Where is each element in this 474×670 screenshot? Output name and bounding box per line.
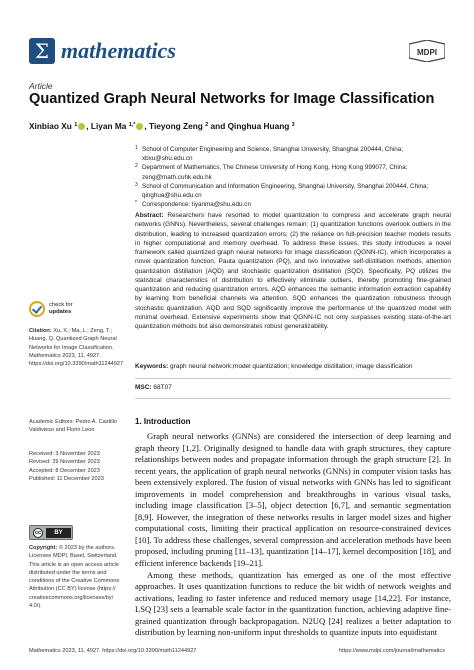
footer-journal-url[interactable]: https://www.mdpi.com/journal/mathematics	[338, 648, 445, 654]
author-name[interactable]: Tieyong Zeng	[149, 121, 206, 131]
affiliation-text: School of Communication and Information Engineering, Shanghai University, Shanghai 200444, China; qinghua@shu.edu.cn	[142, 182, 429, 200]
affiliation-mark: 1,*	[128, 122, 136, 128]
divider	[135, 378, 451, 379]
affiliation-mark: 3	[135, 181, 138, 188]
author-name[interactable]: Liyan Ma	[90, 121, 129, 131]
orcid-icon[interactable]	[78, 123, 85, 130]
citation-block	[29, 327, 127, 368]
footer-citation[interactable]: Mathematics 2023, 11, 4927. https://doi.org/10.3390/math11244927	[29, 648, 197, 654]
article-type: Article	[29, 81, 53, 91]
affiliation-mark: 2	[135, 163, 138, 170]
divider	[135, 398, 451, 399]
copyright-label: Copyright:	[29, 545, 58, 551]
msc-label: MSC:	[135, 384, 152, 391]
abstract-label: Abstract:	[135, 212, 164, 219]
by-icon: BY	[46, 528, 71, 538]
author-name[interactable]: Xinbiao Xu	[29, 121, 75, 131]
affiliation-mark: 1	[74, 122, 78, 128]
msc-value: 68T07	[153, 384, 172, 391]
copyright-block	[29, 544, 127, 610]
check-updates-icon	[29, 301, 45, 317]
affiliations	[135, 145, 455, 209]
date-revised: Revised: 29 November 2023	[29, 459, 100, 466]
journal-logo-icon: Σ	[29, 38, 55, 64]
check-for-updates-button[interactable]	[29, 301, 109, 321]
intro-paragraph-1: Graph neural networks (GNNs) are considered the intersection of deep learning and graph theory [1,2]. Originally designed to handle data with graph structures, they capture relationships between nodes and propagate information through the graph structure [2]. In recent years, the application of graph neural networks (GNNs) in computer vision tasks has been extensively explored. The fusion of visual networks with GNNs has led to significant improvements in model comprehension and breakthroughs in various visual tasks, including image classification [3–5], object detection [6,7], and semantic segmentation [8,9]. However, the integration of these networks results in larger model sizes and higher computational costs, limiting their practical application on resource-constrained devices [10]. To address these challenges, several compression and acceleration methods have been proposed, including pruning [11–13], quantization [14–17], kernel decomposition [18], and efficient inference backends [19–21].	[135, 431, 451, 569]
affiliation-mark: *	[135, 200, 137, 207]
affiliation-mark: 3	[291, 122, 295, 128]
check-updates-line2: updates	[49, 309, 72, 315]
dates-block	[29, 450, 127, 483]
affiliation-item	[135, 182, 455, 200]
svg-text:MDPI: MDPI	[417, 48, 437, 57]
keywords-label: Keywords:	[135, 363, 169, 370]
affiliation-text: School of Computer Engineering and Science, Shanghai University, Shanghai 200444, China; xbxu@shu.edu.cn	[142, 146, 404, 163]
affiliation-item	[135, 200, 455, 209]
journal-name[interactable]: mathematics	[61, 38, 176, 63]
affiliation-mark: 1	[135, 145, 138, 151]
orcid-icon[interactable]	[136, 123, 143, 130]
check-updates-line1: check for	[49, 302, 73, 308]
affiliation-item	[135, 163, 455, 181]
affiliation-text: Correspondence: liyanma@shu.edu.cn	[142, 201, 251, 209]
msc-code	[135, 384, 451, 391]
intro-paragraph-2: Among these methods, quantization has emerged as one of the most effective approaches. It uses quantization functions to reduce the bit width of network weights and activations, leading to faster inference and reduced memory usage [14,22]. For instance, LSQ [23] sets a learnable scale factor in the quantization function, achieving adaptive fine-grained quantization through backpropagation. N2UQ [24] realizes a better adaptation to distribution by learning non-uniform input thresholds to quantize inputs into equidistant	[135, 569, 451, 638]
affiliation-item	[135, 145, 455, 163]
affiliation-mark: 2	[205, 122, 209, 128]
journal-header	[29, 36, 445, 70]
affiliation-text: Department of Mathematics, The Chinese University of Hong Kong, Hong Kong 999077, China; zeng@math.cuhk.edu.hk	[142, 164, 408, 181]
cc-icon: cc	[34, 530, 42, 536]
date-accepted: Accepted: 8 December 2023	[29, 467, 100, 474]
mdpi-logo-icon[interactable]	[409, 40, 445, 62]
article-title: Quantized Graph Neural Networks for Image Classification	[29, 91, 435, 107]
cc-by-license-badge[interactable]	[29, 525, 73, 540]
abstract	[135, 211, 451, 331]
author-name[interactable]: Qinghua Huang	[227, 121, 292, 131]
abstract-text: Researchers have resorted to model quantization to compress and accelerate graph neural networks (GNNs). Nevertheless, several challenges remain: (1) quantization functions overlook outliers in the distribution, leading to increased quantization errors; (2) the reliance on full-precision teacher models results in higher computational and memory overhead. To address these issues, this study introduces a novel framework called quantized graph neural networks for image classification (QGNN-IC), which incorporates a novel quantization function, Pauta quantization (PQ), and two innovative self-distillation methods, attention quantization distillation (AQD) and stochastic quantization distillation (SQD). Specifically, PQ utilizes the statistical characteristics of distribution to effectively eliminate outliers, thereby promoting fine-grained quantization and reducing quantization errors. AQD enhances the semantic information extraction capability by learning from beneficial channels via attention. SQD enhances the quantization robustness through stochastic quantization. AQD and SQD significantly improve the performance of the quantized model with minimal overhead. Extensive experiments show that QGNN-IC not only surpasses existing state-of-the-art quantization methods but also demonstrates robust generalizability.	[135, 212, 451, 330]
academic-editors: Academic Editors: Pedro A. Castillo Valdivieso and Florin Leon	[29, 419, 117, 434]
keywords	[135, 362, 451, 371]
author-list: Xinbiao Xu $^1$ , Liyan Ma $^{1,*}$ , Tieyong Zeng $^2$ and Qinghua Huang $^3$	[29, 121, 295, 131]
date-published: Published: 11 December 2023	[29, 475, 104, 482]
section-heading: 1. Introduction	[135, 417, 191, 426]
keywords-text: graph neural network;model quantization; knowledge distillation; image classification	[170, 363, 413, 370]
body-text	[135, 431, 451, 639]
citation-label: Citation:	[29, 328, 52, 334]
copyright-text: © 2023 by the authors. Licensee MDPI, Basel, Switzerland. This article is an open access article distributed under the terms and conditions of the Creative Commons Attribution (CC BY) license (https:// creativecommons.org/licenses/by/ 4.0/).	[29, 545, 120, 609]
citation-text[interactable]: Xu, X.; Ma, L.; Zeng, T.; Huang, Q. Quantized Graph Neural Networks for Image Classification. Mathematics 2023, 11, 4927. https://doi.org/10.3390/math11244927	[29, 328, 124, 367]
date-received: Received: 3 November 2023	[29, 451, 100, 457]
